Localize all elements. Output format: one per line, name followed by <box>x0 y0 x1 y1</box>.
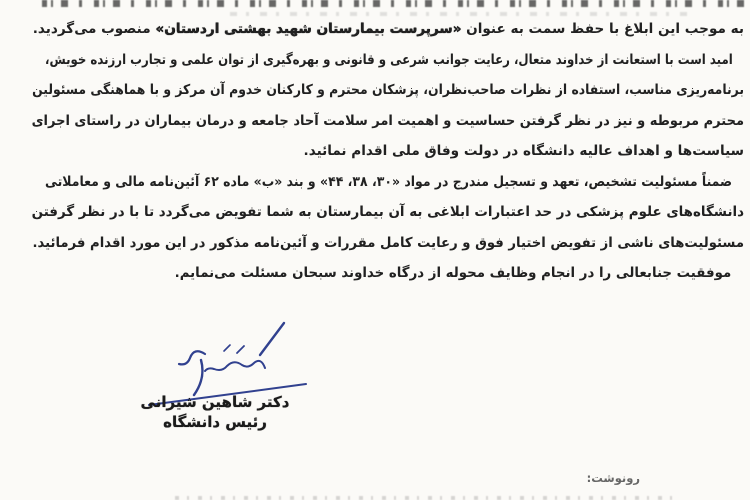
cropped-text-bottom <box>175 496 680 500</box>
letter-line: امید است با استعانت از خداوند متعال، رعایت جوانب شرعی و قانونی و بهره‌گیری از توان علمی و تجارب ارزنده خویش، <box>45 51 733 68</box>
letter-body <box>32 14 744 289</box>
letter-line: محترم مربوطه و نیز در نظر گرفتن حساسیت و اهمیت امر سلامت آحاد جامعه و درمان بیماران در راستای اجرای <box>31 112 744 129</box>
letter-line: برنامه‌ریزی مناسب، استفاده از نظرات صاحب‌نظران، پزشکان محترم و کارکنان خدوم آن مرکز و با هماهنگی مسئولین <box>32 82 744 98</box>
signatory-block <box>126 393 304 432</box>
appointment-post-text: منصوب می‌گردید. <box>32 21 156 37</box>
copy-to-label: رونوشت: <box>586 471 640 485</box>
letter-line: سیاست‌ها و اهداف عالیه دانشگاه در دولت وفاق ملی اقدام نمائید. <box>303 143 744 159</box>
letter-line-appointment <box>32 14 744 45</box>
letter-line: مسئولیت‌های ناشی از تفویض اختیار فوق و رعایت کامل مقررات و آئین‌نامه مذکور در این مورد اقدام فرمائید. <box>32 234 744 251</box>
signatory-name: دکتر شاهین شیرانی <box>140 393 290 411</box>
cropped-text-top <box>42 0 745 7</box>
letter-line: موفقیت جنابعالی را در انجام وظایف محوله از درگاه خداوند سبحان مسئلت می‌نمایم. <box>174 265 732 281</box>
letter-line: دانشگاه‌های علوم پزشکی در حد اعتبارات ابلاغی به آن بیمارستان به شما تفویض می‌گردد تا با در نظر گرفتن <box>31 204 744 220</box>
appointment-title-emphasis: «سرپرست بیمارستان شهید بهشتی اردستان» <box>155 21 462 37</box>
letter-line: ضمناً مسئولیت تشخیص، تعهد و تسجیل مندرج در مواد «۳۰، ۳۸، ۴۴» و بند «ب» ماده ۶۲ آئین‌نامه مالی و معاملاتی <box>44 173 733 190</box>
signatory-title: رئیس دانشگاه <box>163 412 267 431</box>
appointment-pre-text: به موجب این ابلاغ با حفظ سمت به عنوان <box>461 21 744 37</box>
